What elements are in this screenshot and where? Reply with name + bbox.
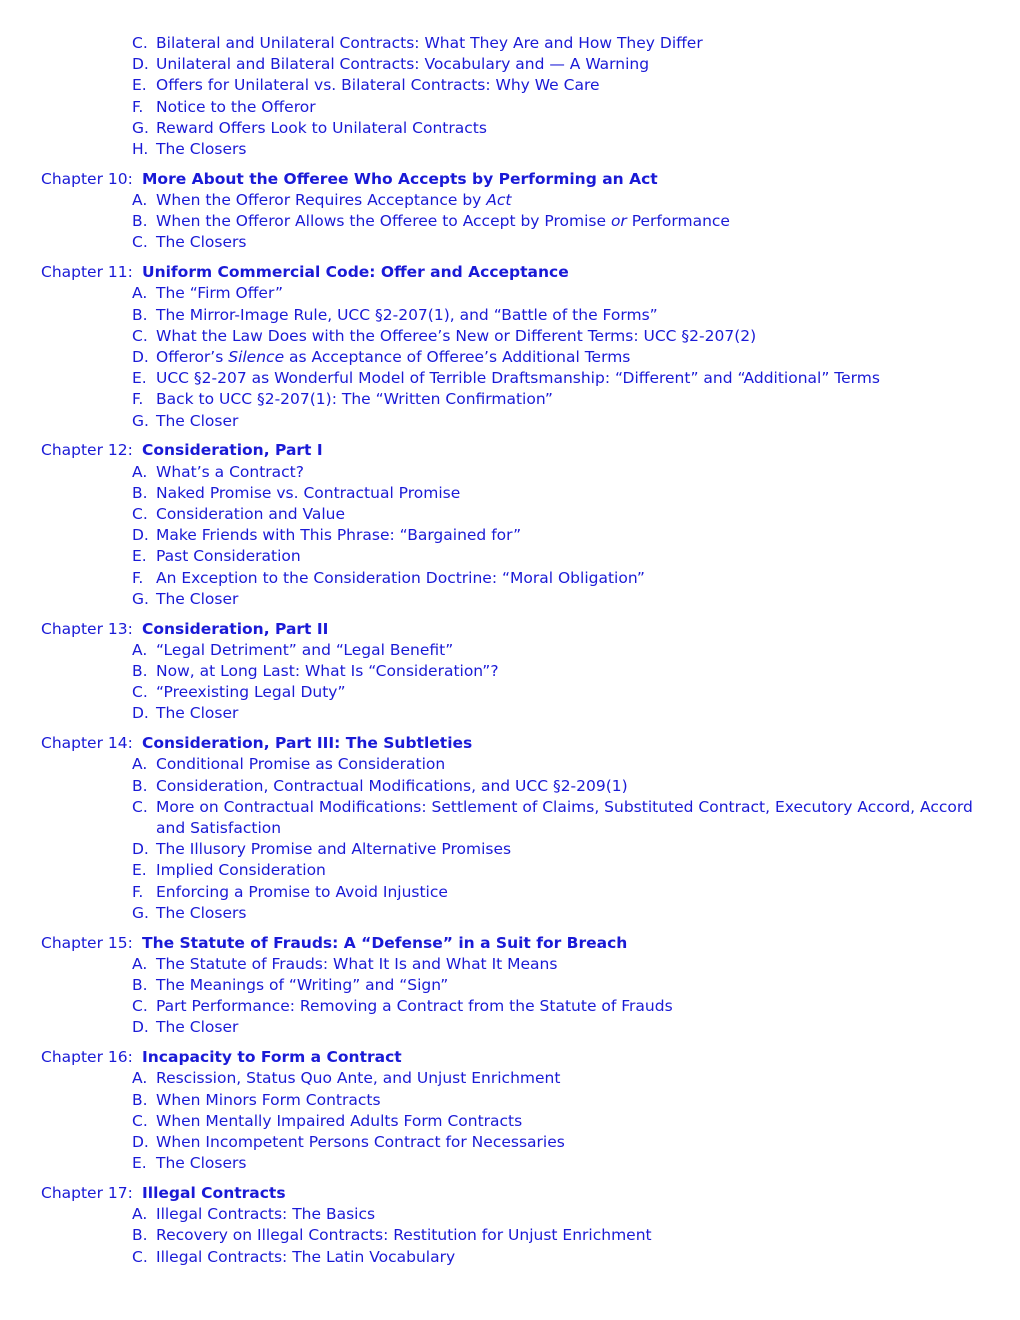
section-title-part: Consideration, Contractual Modifications, and UCC §2-209(1)	[156, 776, 628, 795]
section-title-part: When the Offeror Requires Acceptance by	[156, 191, 487, 209]
section-letter	[132, 903, 152, 924]
chapter-number: Chapter 17:	[41, 1184, 133, 1202]
section-title-part: Now, at Long Last: What Is “Consideration”?	[156, 662, 499, 680]
section-letter	[132, 326, 152, 347]
section-letter	[132, 776, 152, 797]
section-letter-label: B.	[132, 483, 148, 502]
section-title	[156, 776, 980, 797]
section-letter-label: C.	[132, 1247, 148, 1266]
section-title-part: The “Firm Offer”	[156, 284, 283, 303]
chapter-number: Chapter 13:	[41, 619, 133, 638]
section-title-part: Make Friends with This Phrase: “Bargained for”	[156, 526, 522, 545]
section-letter	[132, 703, 152, 724]
section-title-part: Consideration and Value	[156, 505, 346, 523]
section-letter-label: C.	[132, 683, 148, 702]
chapter-block	[0, 619, 1020, 725]
chapter-title: The Statute of Frauds: A “Defense” in a Suit for Breach	[142, 933, 628, 952]
section-letter-label: B.	[132, 212, 148, 231]
section-title	[156, 54, 980, 75]
section-title	[156, 797, 980, 839]
section-title	[156, 1225, 980, 1246]
chapter-block	[0, 933, 1020, 1039]
section-title-part: The Meanings of “Writing” and “Sign”	[156, 976, 449, 994]
toc-section-entry[interactable]	[0, 568, 1020, 589]
section-title-part: The Mirror-Image Rule, UCC §2-207(1), and “Battle of the Forms”	[156, 305, 658, 324]
section-title	[156, 682, 980, 703]
section-letter	[132, 347, 152, 368]
section-title	[156, 75, 980, 96]
chapter-heading[interactable]	[0, 619, 1020, 640]
section-title-part: When Incompetent Persons Contract for Necessaries	[156, 1133, 565, 1151]
toc-section-entry[interactable]	[0, 118, 1020, 139]
section-title	[156, 860, 980, 881]
chapter-title: Illegal Contracts	[142, 1184, 286, 1202]
toc-section-entry[interactable]	[0, 411, 1020, 432]
section-title-italic-part: or	[610, 212, 627, 231]
section-title-part: Rescission, Status Quo Ante, and Unjust Enrichment	[156, 1069, 561, 1088]
section-title-part: When Minors Form Contracts	[156, 1090, 381, 1109]
chapter-title: Incapacity to Form a Contract	[142, 1048, 402, 1067]
toc-section-entry[interactable]	[0, 661, 1020, 682]
toc-section-entry[interactable]	[0, 504, 1020, 525]
section-letter	[132, 1204, 152, 1225]
section-title-part: The Illusory Promise and Alternative Promises	[156, 840, 512, 859]
section-title	[156, 389, 980, 410]
section-letter-label: D.	[132, 1133, 149, 1151]
section-letter-label: A.	[132, 640, 148, 659]
toc-section-entry[interactable]	[0, 1068, 1020, 1089]
section-letter-label: C.	[132, 797, 148, 816]
toc-section-entry[interactable]	[0, 389, 1020, 410]
section-letter-label: E.	[132, 1154, 147, 1173]
chapter-heading[interactable]	[0, 440, 1020, 461]
section-letter	[132, 589, 152, 610]
toc-section-entry[interactable]	[0, 1225, 1020, 1246]
section-title-part: Naked Promise vs. Contractual Promise	[156, 483, 461, 502]
section-letter	[132, 97, 152, 118]
section-title	[156, 546, 980, 567]
section-letter-label: G.	[132, 589, 149, 608]
section-letter-label: F.	[132, 882, 144, 901]
section-title	[156, 483, 980, 504]
section-title-part: Conditional Promise as Consideration	[156, 755, 446, 774]
section-letter	[132, 797, 152, 818]
section-letter-label: C.	[132, 34, 148, 52]
toc-section-entry[interactable]	[0, 1153, 1020, 1174]
section-letter	[132, 1068, 152, 1089]
section-letter	[132, 462, 152, 483]
chapter-number: Chapter 16:	[41, 1048, 133, 1067]
section-title-part: The Closers	[156, 140, 247, 159]
toc-section-entry[interactable]	[0, 975, 1020, 996]
chapter-block	[0, 1183, 1020, 1268]
table-of-contents	[0, 33, 1020, 1268]
section-letter	[132, 54, 152, 75]
section-title	[156, 839, 980, 860]
section-title-part: “Preexisting Legal Duty”	[156, 683, 346, 702]
section-letter-label: B.	[132, 662, 148, 680]
section-title	[156, 1068, 980, 1089]
section-title-part: Implied Consideration	[156, 861, 326, 880]
chapter-title: Uniform Commercial Code: Offer and Acceptance	[142, 263, 569, 282]
section-letter	[132, 996, 152, 1017]
section-title-part: “Legal Detriment” and “Legal Benefit”	[156, 640, 454, 659]
section-title-part: Illegal Contracts: The Basics	[156, 1205, 376, 1224]
toc-section-entry[interactable]	[0, 703, 1020, 724]
section-letter-label: A.	[132, 1205, 148, 1224]
chapter-title: Consideration, Part I	[142, 441, 323, 460]
section-letter	[132, 860, 152, 881]
section-title-part: The Closers	[156, 233, 247, 252]
section-letter-label: E.	[132, 861, 147, 880]
chapter-number: Chapter 15:	[41, 933, 133, 952]
chapter-block	[0, 733, 1020, 924]
section-title	[156, 232, 980, 253]
section-letter	[132, 211, 152, 232]
chapter-heading[interactable]	[0, 262, 1020, 283]
section-title-part: Enforcing a Promise to Avoid Injustice	[156, 882, 448, 901]
section-letter	[132, 682, 152, 703]
section-title-part: The Closer	[156, 704, 239, 723]
section-letter	[132, 882, 152, 903]
chapter-title: Consideration, Part III: The Subtleties	[142, 734, 473, 753]
section-letter	[132, 1111, 152, 1132]
section-title	[156, 1153, 980, 1174]
chapter-heading[interactable]	[0, 1183, 1020, 1204]
section-title-part: Offers for Unilateral vs. Bilateral Contracts: Why We Care	[156, 76, 600, 95]
section-title-part: Performance	[626, 212, 730, 231]
toc-section-entry[interactable]	[0, 462, 1020, 483]
section-letter-label: E.	[132, 76, 147, 95]
toc-section-entry[interactable]	[0, 903, 1020, 924]
section-letter	[132, 190, 152, 211]
section-letter-label: E.	[132, 369, 147, 388]
section-title	[156, 754, 980, 775]
section-letter	[132, 368, 152, 389]
section-title-part: Reward Offers Look to Unilateral Contracts	[156, 118, 487, 137]
section-letter	[132, 389, 152, 410]
section-title-part: Offeror’s	[156, 348, 229, 366]
section-title	[156, 411, 980, 432]
section-title-part: The Closer	[156, 1018, 239, 1037]
section-title	[156, 661, 980, 682]
section-letter	[132, 568, 152, 589]
section-letter	[132, 283, 152, 304]
chapter-heading[interactable]	[0, 169, 1020, 190]
toc-section-entry[interactable]	[0, 305, 1020, 326]
section-title	[156, 211, 980, 232]
section-title	[156, 368, 980, 389]
section-title-part: More on Contractual Modifications: Settlement of Claims, Substituted Contract, Executory Accord, Accord and Satisfaction	[156, 797, 973, 837]
toc-section-entry[interactable]	[0, 797, 1020, 839]
section-title	[156, 462, 980, 483]
section-letter-label: A.	[132, 284, 148, 303]
toc-section-entry[interactable]	[0, 996, 1020, 1017]
section-letter-label: D.	[132, 1018, 149, 1037]
section-letter-label: C.	[132, 326, 148, 345]
section-title	[156, 1247, 980, 1268]
section-title	[156, 1111, 980, 1132]
section-title-part: Back to UCC §2-207(1): The “Written Confirmation”	[156, 390, 553, 409]
chapter-number: Chapter 12:	[41, 441, 133, 460]
section-letter	[132, 33, 152, 54]
section-letter	[132, 118, 152, 139]
toc-section-entry[interactable]	[0, 1090, 1020, 1111]
section-title	[156, 640, 980, 661]
toc-section-entry[interactable]	[0, 589, 1020, 610]
section-title-part: Recovery on Illegal Contracts: Restitution for Unjust Enrichment	[156, 1226, 652, 1245]
section-title	[156, 882, 980, 903]
toc-section-entry[interactable]	[0, 97, 1020, 118]
section-title-part: An Exception to the Consideration Doctrine: “Moral Obligation”	[156, 568, 645, 587]
section-title	[156, 305, 980, 326]
section-letter-label: B.	[132, 976, 148, 994]
section-letter-label: C.	[132, 233, 148, 252]
section-title	[156, 568, 980, 589]
section-title-part: When the Offeror Allows the Offeree to Accept by Promise	[156, 212, 611, 231]
toc-section-entry[interactable]	[0, 1111, 1020, 1132]
section-title	[156, 190, 980, 211]
toc-section-entry[interactable]	[0, 283, 1020, 304]
section-letter-label: D.	[132, 55, 149, 74]
section-letter-label: D.	[132, 704, 149, 723]
section-title	[156, 504, 980, 525]
section-title	[156, 326, 980, 347]
section-title	[156, 118, 980, 139]
section-letter	[132, 1132, 152, 1153]
section-letter-label: G.	[132, 903, 149, 922]
section-letter-label: B.	[132, 1226, 148, 1245]
section-title	[156, 525, 980, 546]
section-title	[156, 903, 980, 924]
section-letter	[132, 232, 152, 253]
toc-section-entry[interactable]	[0, 139, 1020, 160]
section-letter	[132, 139, 152, 160]
section-title-part: The Closer	[156, 589, 239, 608]
toc-section-entry[interactable]	[0, 954, 1020, 975]
section-title-part: as Acceptance of Offeree’s Additional Terms	[284, 348, 631, 366]
section-title	[156, 954, 980, 975]
toc-section-entry[interactable]	[0, 1017, 1020, 1038]
section-letter	[132, 661, 152, 682]
section-title-part: UCC §2-207 as Wonderful Model of Terrible Draftsmanship: “Different” and “Additional” Terms	[156, 369, 880, 388]
toc-section-entry[interactable]	[0, 1132, 1020, 1153]
section-letter	[132, 75, 152, 96]
toc-section-entry[interactable]	[0, 860, 1020, 881]
section-title	[156, 97, 980, 118]
section-letter-label: G.	[132, 411, 149, 430]
section-title-part: Part Performance: Removing a Contract from the Statute of Frauds	[156, 997, 673, 1016]
toc-section-entry[interactable]	[0, 190, 1020, 211]
section-letter	[132, 975, 152, 996]
section-letter	[132, 754, 152, 775]
section-title	[156, 1132, 980, 1153]
section-title-part: The Statute of Frauds: What It Is and What It Means	[156, 954, 558, 973]
section-letter-label: A.	[132, 191, 148, 209]
section-letter-label: A.	[132, 462, 148, 481]
chapter-block	[0, 169, 1020, 254]
chapter-number: Chapter 14:	[41, 734, 133, 753]
section-letter	[132, 1225, 152, 1246]
continued-chapter-sections	[0, 33, 1020, 160]
chapter-title: More About the Offeree Who Accepts by Performing an Act	[142, 169, 658, 188]
chapter-heading[interactable]	[0, 733, 1020, 754]
toc-section-entry[interactable]	[0, 483, 1020, 504]
section-title	[156, 347, 980, 368]
toc-section-entry[interactable]	[0, 347, 1020, 368]
section-title-part: The Closer	[156, 411, 239, 430]
toc-section-entry[interactable]	[0, 640, 1020, 661]
section-title	[156, 589, 980, 610]
section-letter-label: C.	[132, 1111, 148, 1130]
section-title-part: Bilateral and Unilateral Contracts: What They Are and How They Differ	[156, 34, 703, 52]
section-letter-label: A.	[132, 1069, 148, 1088]
section-title-part: The Closers	[156, 903, 247, 922]
toc-section-entry[interactable]	[0, 368, 1020, 389]
chapter-block	[0, 1047, 1020, 1174]
section-letter-label: F.	[132, 390, 144, 409]
toc-section-entry[interactable]	[0, 326, 1020, 347]
toc-section-entry[interactable]	[0, 54, 1020, 75]
section-letter	[132, 1153, 152, 1174]
section-letter-label: B.	[132, 1090, 148, 1109]
chapter-heading[interactable]	[0, 933, 1020, 954]
section-letter-label: C.	[132, 505, 148, 523]
section-letter	[132, 839, 152, 860]
section-letter	[132, 504, 152, 525]
section-letter-label: C.	[132, 997, 148, 1016]
section-title-italic-part: Silence	[228, 348, 285, 366]
section-title-part: What the Law Does with the Offeree’s New or Different Terms: UCC §2-207(2)	[156, 326, 757, 345]
section-title-italic-part: Act	[486, 191, 512, 209]
section-letter-label: H.	[132, 140, 149, 159]
chapter-number: Chapter 10:	[41, 169, 133, 188]
section-letter	[132, 411, 152, 432]
section-title	[156, 1017, 980, 1038]
section-title	[156, 996, 980, 1017]
section-letter	[132, 305, 152, 326]
section-title-part: Past Consideration	[156, 547, 301, 566]
toc-section-entry[interactable]	[0, 75, 1020, 96]
chapter-list	[0, 169, 1020, 1268]
section-letter	[132, 954, 152, 975]
section-letter	[132, 483, 152, 504]
toc-section-entry[interactable]	[0, 546, 1020, 567]
section-title-part: Illegal Contracts: The Latin Vocabulary	[156, 1247, 456, 1266]
toc-section-entry[interactable]	[0, 33, 1020, 54]
section-letter-label: B.	[132, 776, 148, 795]
section-title	[156, 139, 980, 160]
section-letter	[132, 1090, 152, 1111]
section-title	[156, 975, 980, 996]
chapter-heading[interactable]	[0, 1047, 1020, 1068]
section-title	[156, 283, 980, 304]
section-title	[156, 33, 980, 54]
section-letter-label: F.	[132, 568, 144, 587]
section-title	[156, 1090, 980, 1111]
section-letter-label: G.	[132, 118, 149, 137]
chapter-block	[0, 262, 1020, 432]
section-letter-label: F.	[132, 97, 144, 116]
section-letter-label: D.	[132, 840, 149, 859]
section-letter	[132, 640, 152, 661]
section-letter	[132, 1017, 152, 1038]
toc-section-entry[interactable]	[0, 1247, 1020, 1268]
toc-section-entry[interactable]	[0, 882, 1020, 903]
section-letter-label: D.	[132, 348, 149, 366]
toc-section-entry[interactable]	[0, 754, 1020, 775]
section-letter-label: D.	[132, 526, 149, 545]
section-letter-label: E.	[132, 547, 147, 566]
section-title-part: The Closers	[156, 1154, 247, 1173]
chapter-block	[0, 440, 1020, 610]
section-letter	[132, 525, 152, 546]
toc-section-entry[interactable]	[0, 839, 1020, 860]
toc-section-entry[interactable]	[0, 1204, 1020, 1225]
section-title-part: Unilateral and Bilateral Contracts: Vocabulary and — A Warning	[156, 55, 650, 74]
toc-section-entry[interactable]	[0, 682, 1020, 703]
toc-section-entry[interactable]	[0, 211, 1020, 232]
section-title-part: When Mentally Impaired Adults Form Contracts	[156, 1111, 523, 1130]
toc-section-entry[interactable]	[0, 525, 1020, 546]
section-title	[156, 703, 980, 724]
toc-section-entry[interactable]	[0, 776, 1020, 797]
section-title	[156, 1204, 980, 1225]
section-letter-label: A.	[132, 755, 148, 774]
section-letter	[132, 546, 152, 567]
chapter-title: Consideration, Part II	[142, 619, 329, 638]
chapter-number: Chapter 11:	[41, 263, 133, 282]
section-title-part: What’s a Contract?	[156, 462, 304, 481]
section-letter-label: A.	[132, 954, 148, 973]
toc-section-entry[interactable]	[0, 232, 1020, 253]
section-letter	[132, 1247, 152, 1268]
section-title-part: Notice to the Offeror	[156, 97, 316, 116]
section-letter-label: B.	[132, 305, 148, 324]
